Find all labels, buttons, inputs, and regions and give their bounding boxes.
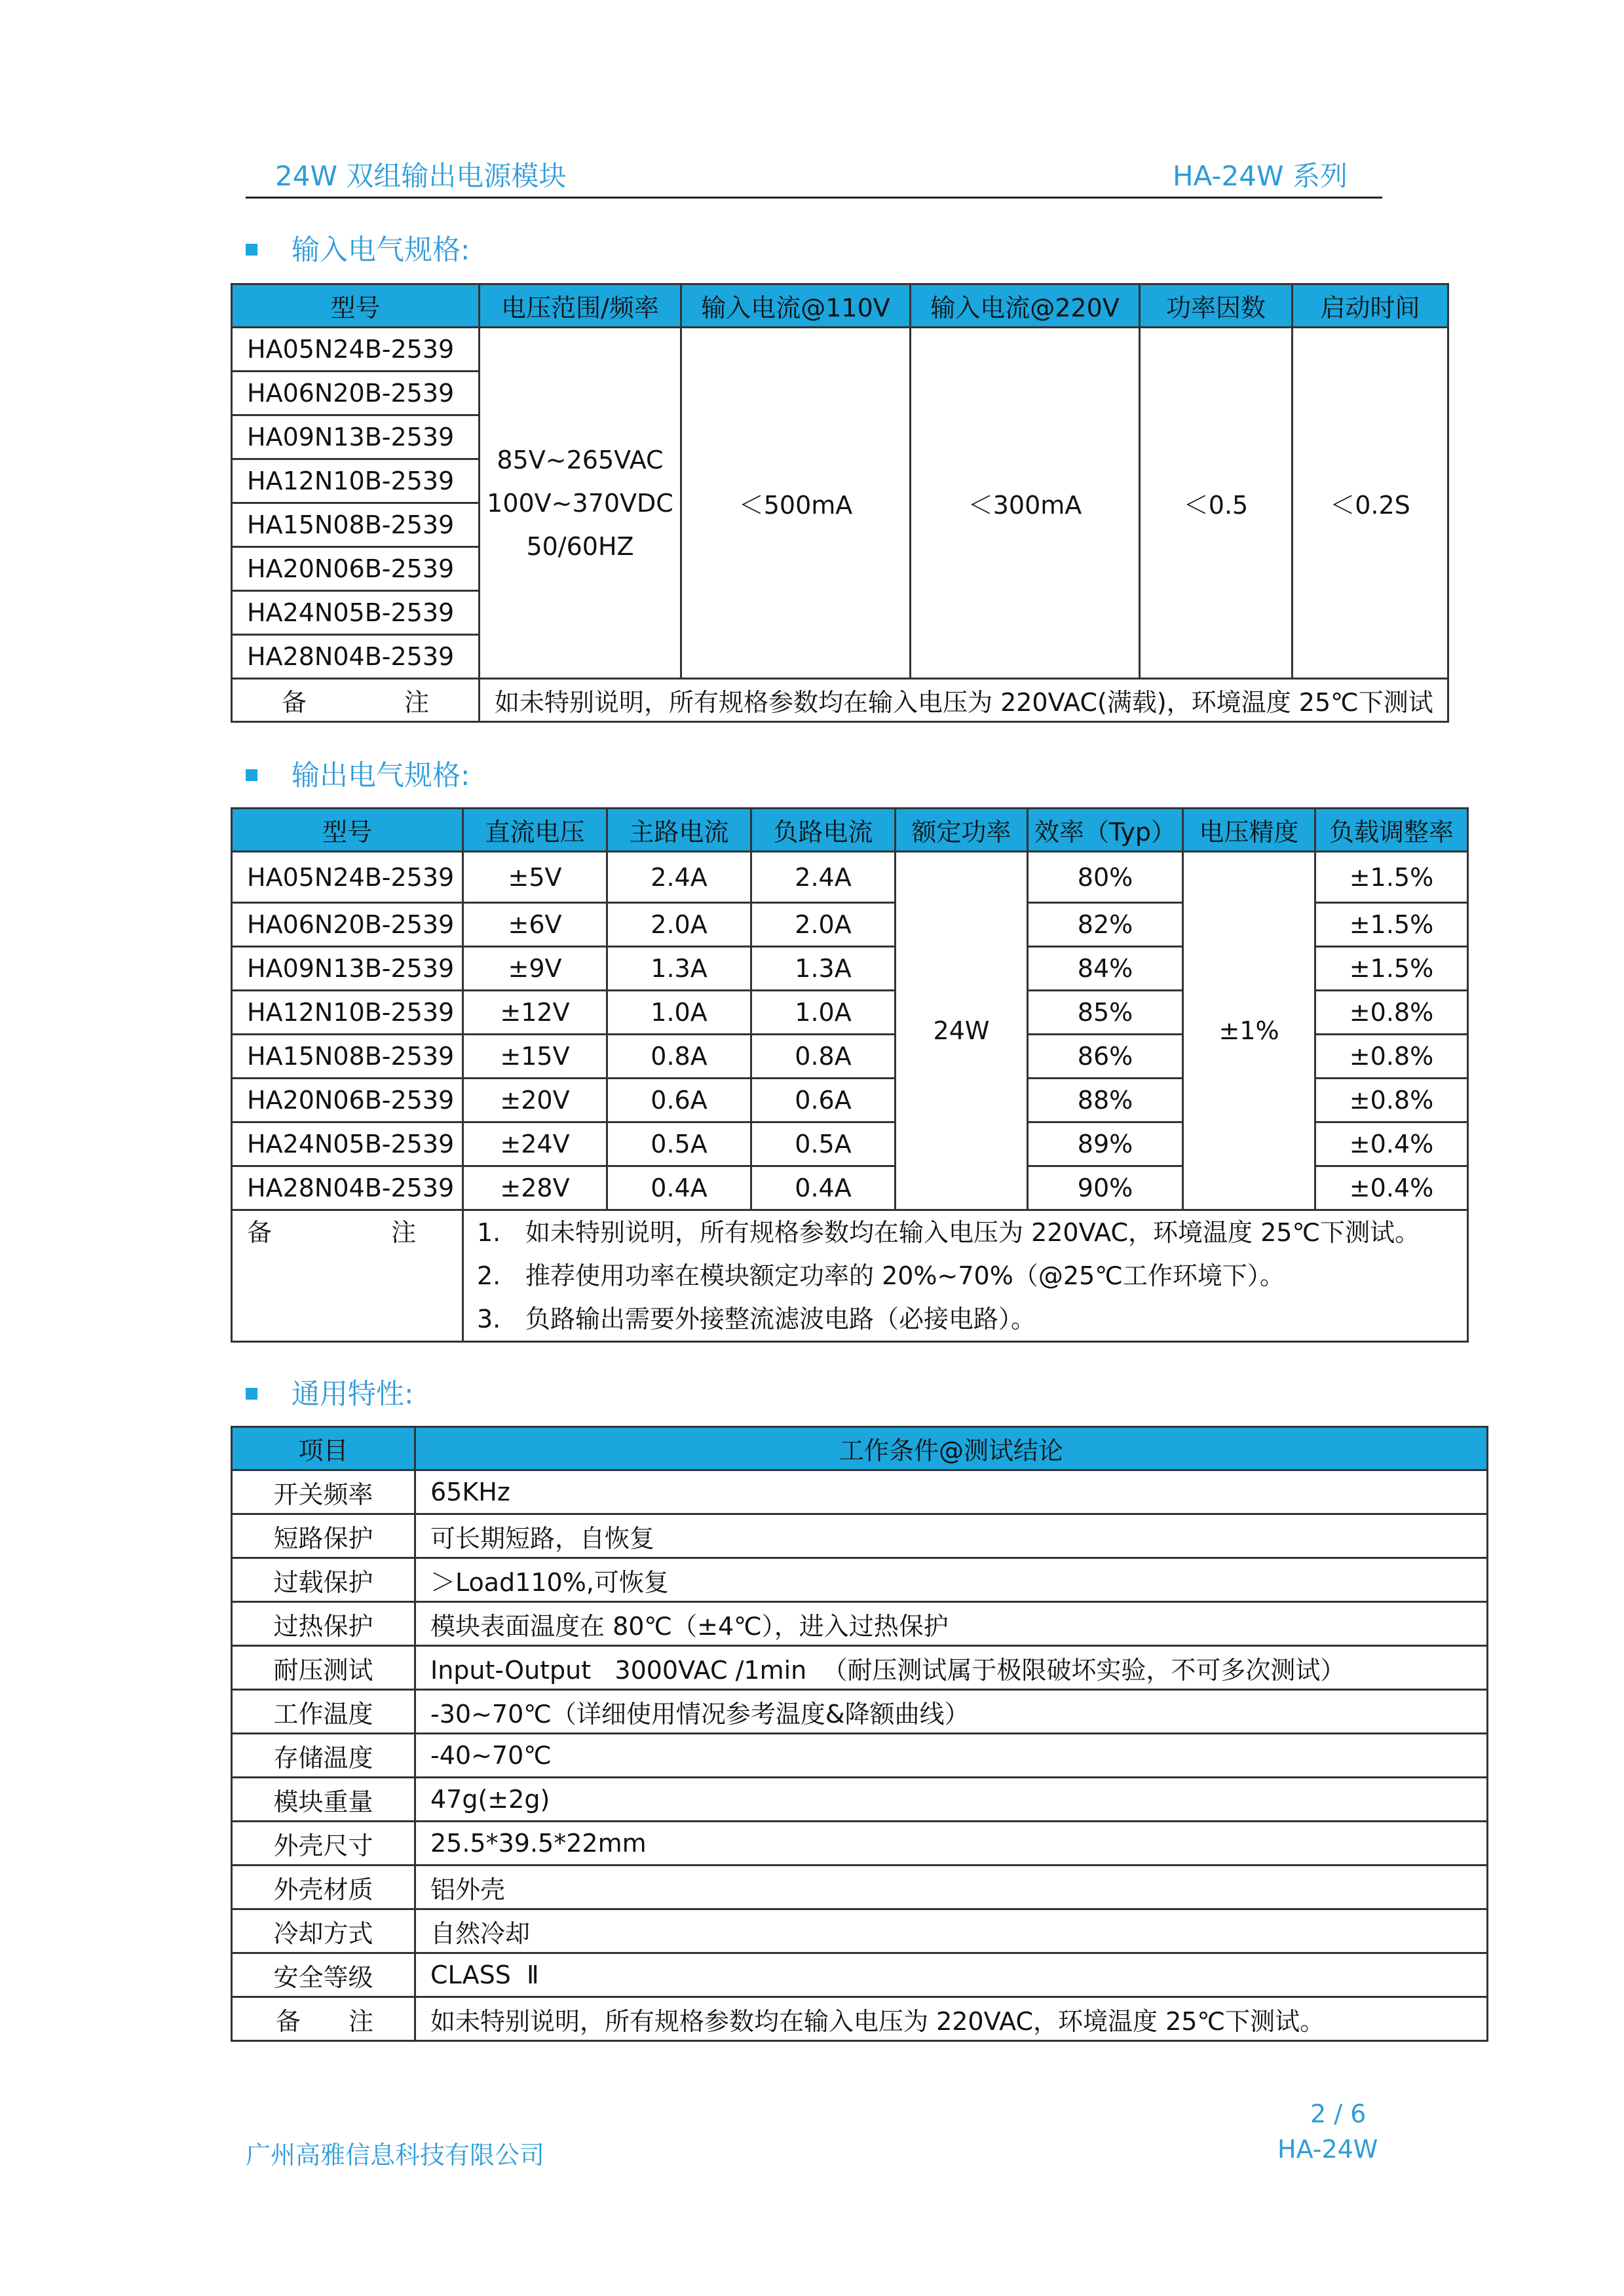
table-row [232, 1646, 1488, 1690]
load-regulation-cell: ±0.8% [1315, 1035, 1468, 1079]
voltage-cell: ±9V [463, 947, 607, 991]
model-cell: HA06N20B-2539 [232, 903, 463, 947]
col-header-power-factor: 功率因数 [1140, 284, 1293, 328]
header-divider [246, 197, 1382, 199]
load-regulation-cell: ±1.5% [1315, 903, 1468, 947]
notes-label-cell [232, 1210, 463, 1342]
voltage-cell: ±20V [463, 1079, 607, 1122]
voltage-range-cell [480, 328, 681, 679]
table-row [232, 1470, 1488, 1514]
col-header-main-current: 主路电流 [607, 809, 751, 852]
notes-label-cell [232, 679, 480, 722]
start-time-cell: ＜0.2S [1293, 328, 1448, 679]
model-cell: HA15N08B-2539 [232, 1035, 463, 1079]
value-cell: 65KHz [415, 1470, 1488, 1514]
col-header-current-220: 输入电流@220V [911, 284, 1140, 328]
model-cell: HA09N13B-2539 [232, 947, 463, 991]
col-header-neg-current: 负路电流 [751, 809, 896, 852]
frequency-range: 50/60HZ [526, 531, 634, 561]
footer-series: HA-24W [1277, 2135, 1378, 2164]
value-cell: Input-Output 3000VAC /1min （耐压测试属于极限破坏实验，不可多次测试） [415, 1646, 1488, 1690]
neg-current-cell: 0.4A [751, 1166, 896, 1210]
col-header-start-time: 启动时间 [1293, 284, 1448, 328]
value-cell: 模块表面温度在 80℃（±4℃），进入过热保护 [415, 1602, 1488, 1646]
current-110-cell: ＜500mA [681, 328, 911, 679]
item-cell: 模块重量 [232, 1778, 415, 1822]
output-spec-table [231, 807, 1469, 1343]
note-item [464, 1211, 1467, 1254]
col-header-rated-power: 额定功率 [896, 809, 1028, 852]
main-current-cell: 2.0A [607, 903, 751, 947]
item-cell: 工作温度 [232, 1690, 415, 1734]
model-cell: HA12N10B-2539 [232, 459, 480, 503]
main-current-cell: 0.6A [607, 1079, 751, 1122]
table-row [232, 1602, 1488, 1646]
col-header-model: 型号 [232, 809, 463, 852]
notes-label-char-1: 备 [276, 2006, 301, 2036]
efficiency-cell: 88% [1028, 1079, 1183, 1122]
table-row [232, 1734, 1488, 1778]
voltage-cell: ±6V [463, 903, 607, 947]
model-cell: HA09N13B-2539 [232, 415, 480, 459]
main-current-cell: 0.5A [607, 1122, 751, 1166]
main-current-cell: 2.4A [607, 852, 751, 903]
col-header-load-regulation: 负载调整率 [1315, 809, 1468, 852]
general-section-title-text: 通用特性: [292, 1378, 414, 1411]
notes-label-char-2: 注 [390, 1218, 416, 1247]
value-cell: 可长期短路，自恢复 [415, 1514, 1488, 1558]
square-bullet-icon [246, 244, 257, 256]
note-text: 推荐使用功率在模块额定功率的 20%~70%（@25℃工作环境下）。 [525, 1261, 1285, 1290]
note-number: 1. [477, 1218, 501, 1247]
item-cell: 安全等级 [232, 1953, 415, 1997]
col-header-dc-voltage: 直流电压 [463, 809, 607, 852]
efficiency-cell: 85% [1028, 991, 1183, 1035]
col-header-efficiency: 效率（Typ） [1028, 809, 1183, 852]
main-current-cell: 1.3A [607, 947, 751, 991]
note-item [464, 1297, 1467, 1341]
table-row [232, 1514, 1488, 1558]
model-cell: HA28N04B-2539 [232, 1166, 463, 1210]
col-header-current-110: 输入电流@110V [681, 284, 911, 328]
efficiency-cell: 82% [1028, 903, 1183, 947]
col-header-voltage-accuracy: 电压精度 [1183, 809, 1315, 852]
load-regulation-cell: ±1.5% [1315, 947, 1468, 991]
general-section-title [246, 1372, 414, 1412]
model-cell: HA12N10B-2539 [232, 991, 463, 1035]
note-text: 如未特别说明，所有规格参数均在输入电压为 220VAC，环境温度 25℃下测试。 [525, 1218, 1420, 1247]
value-cell: ＞Load110%,可恢复 [415, 1558, 1488, 1602]
value-cell: CLASS Ⅱ [415, 1953, 1488, 1997]
neg-current-cell: 1.0A [751, 991, 896, 1035]
table-row [232, 852, 1468, 903]
table-row [232, 1822, 1488, 1866]
neg-current-cell: 1.3A [751, 947, 896, 991]
note-text: 负路输出需要外接整流滤波电路（必接电路）。 [525, 1305, 1036, 1333]
notes-row [232, 1997, 1488, 2041]
table-header-row [232, 284, 1448, 328]
table-row [232, 1866, 1488, 1909]
load-regulation-cell: ±0.8% [1315, 1079, 1468, 1122]
item-cell: 短路保护 [232, 1514, 415, 1558]
notes-label-char-1: 备 [247, 1218, 273, 1247]
notes-label-cell [232, 1997, 415, 2041]
efficiency-cell: 84% [1028, 947, 1183, 991]
table-row [232, 328, 1448, 372]
input-spec-table [231, 283, 1449, 723]
col-header-model: 型号 [232, 284, 480, 328]
square-bullet-icon [246, 1388, 257, 1400]
value-cell: 25.5*39.5*22mm [415, 1822, 1488, 1866]
efficiency-cell: 90% [1028, 1166, 1183, 1210]
page-number: 2 / 6 [1310, 2099, 1367, 2128]
notes-label-char-2: 注 [348, 2006, 373, 2036]
table-row [232, 1690, 1488, 1734]
item-cell: 耐压测试 [232, 1646, 415, 1690]
voltage-cell: ±12V [463, 991, 607, 1035]
voltage-cell: ±24V [463, 1122, 607, 1166]
table-header-row [232, 809, 1468, 852]
main-current-cell: 1.0A [607, 991, 751, 1035]
model-cell: HA05N24B-2539 [232, 328, 480, 372]
neg-current-cell: 0.8A [751, 1035, 896, 1079]
document-title: 24W 双组输出电源模块 [275, 160, 567, 192]
series-label: HA-24W 系列 [1173, 160, 1348, 192]
col-header-voltage-range: 电压范围/频率 [480, 284, 681, 328]
neg-current-cell: 2.4A [751, 852, 896, 903]
voltage-range-dc: 100V~370VDC [487, 488, 673, 518]
voltage-cell: ±15V [463, 1035, 607, 1079]
table-header-row [232, 1427, 1488, 1470]
power-factor-cell: ＜0.5 [1140, 328, 1293, 679]
notes-text: 如未特别说明，所有规格参数均在输入电压为 220VAC，环境温度 25℃下测试。 [415, 1997, 1488, 2041]
note-number: 3. [477, 1305, 501, 1333]
load-regulation-cell: ±0.4% [1315, 1122, 1468, 1166]
general-spec-table [231, 1426, 1488, 2042]
item-cell: 冷却方式 [232, 1909, 415, 1953]
voltage-accuracy-cell: ±1% [1183, 852, 1315, 1210]
table-row [232, 1909, 1488, 1953]
output-section-title [246, 754, 470, 794]
model-cell: HA20N06B-2539 [232, 1079, 463, 1122]
notes-text: 如未特别说明，所有规格参数均在输入电压为 220VAC(满载)，环境温度 25℃下测试 [480, 679, 1448, 722]
load-regulation-cell: ±1.5% [1315, 852, 1468, 903]
item-cell: 开关频率 [232, 1470, 415, 1514]
voltage-cell: ±28V [463, 1166, 607, 1210]
item-cell: 存储温度 [232, 1734, 415, 1778]
item-cell: 外壳尺寸 [232, 1822, 415, 1866]
item-cell: 外壳材质 [232, 1866, 415, 1909]
main-current-cell: 0.8A [607, 1035, 751, 1079]
value-cell: 47g(±2g) [415, 1778, 1488, 1822]
model-cell: HA05N24B-2539 [232, 852, 463, 903]
model-cell: HA24N05B-2539 [232, 1122, 463, 1166]
company-name: 广州高雅信息科技有限公司 [246, 2141, 545, 2170]
value-cell: 铝外壳 [415, 1866, 1488, 1909]
model-cell: HA15N08B-2539 [232, 503, 480, 547]
notes-label-char-1: 备 [282, 688, 307, 717]
item-cell: 过载保护 [232, 1558, 415, 1602]
col-header-condition: 工作条件@测试结论 [415, 1427, 1488, 1470]
col-header-item: 项目 [232, 1427, 415, 1470]
neg-current-cell: 0.6A [751, 1079, 896, 1122]
value-cell: -40~70℃ [415, 1734, 1488, 1778]
value-cell: 自然冷却 [415, 1909, 1488, 1953]
square-bullet-icon [246, 769, 257, 781]
notes-row [232, 1210, 1468, 1342]
load-regulation-cell: ±0.8% [1315, 991, 1468, 1035]
current-220-cell: ＜300mA [911, 328, 1140, 679]
model-cell: HA20N06B-2539 [232, 547, 480, 591]
output-section-title-text: 输出电气规格: [292, 759, 470, 792]
model-cell: HA24N05B-2539 [232, 591, 480, 635]
load-regulation-cell: ±0.4% [1315, 1166, 1468, 1210]
notes-row [232, 679, 1448, 722]
table-row [232, 1778, 1488, 1822]
table-row [232, 1953, 1488, 1997]
neg-current-cell: 2.0A [751, 903, 896, 947]
model-cell: HA28N04B-2539 [232, 635, 480, 679]
note-number: 2. [477, 1261, 501, 1290]
item-cell: 过热保护 [232, 1602, 415, 1646]
model-cell: HA06N20B-2539 [232, 372, 480, 415]
notes-label-char-2: 注 [404, 688, 429, 717]
main-current-cell: 0.4A [607, 1166, 751, 1210]
efficiency-cell: 80% [1028, 852, 1183, 903]
note-item [464, 1254, 1467, 1297]
voltage-cell: ±5V [463, 852, 607, 903]
neg-current-cell: 0.5A [751, 1122, 896, 1166]
efficiency-cell: 89% [1028, 1122, 1183, 1166]
value-cell: -30~70℃（详细使用情况参考温度&降额曲线） [415, 1690, 1488, 1734]
rated-power-cell: 24W [896, 852, 1028, 1210]
input-section-title-text: 输入电气规格: [292, 234, 470, 267]
notes-list [463, 1210, 1468, 1342]
voltage-range-ac: 85V~265VAC [497, 445, 664, 474]
table-row [232, 1558, 1488, 1602]
input-section-title [246, 228, 470, 268]
efficiency-cell: 86% [1028, 1035, 1183, 1079]
